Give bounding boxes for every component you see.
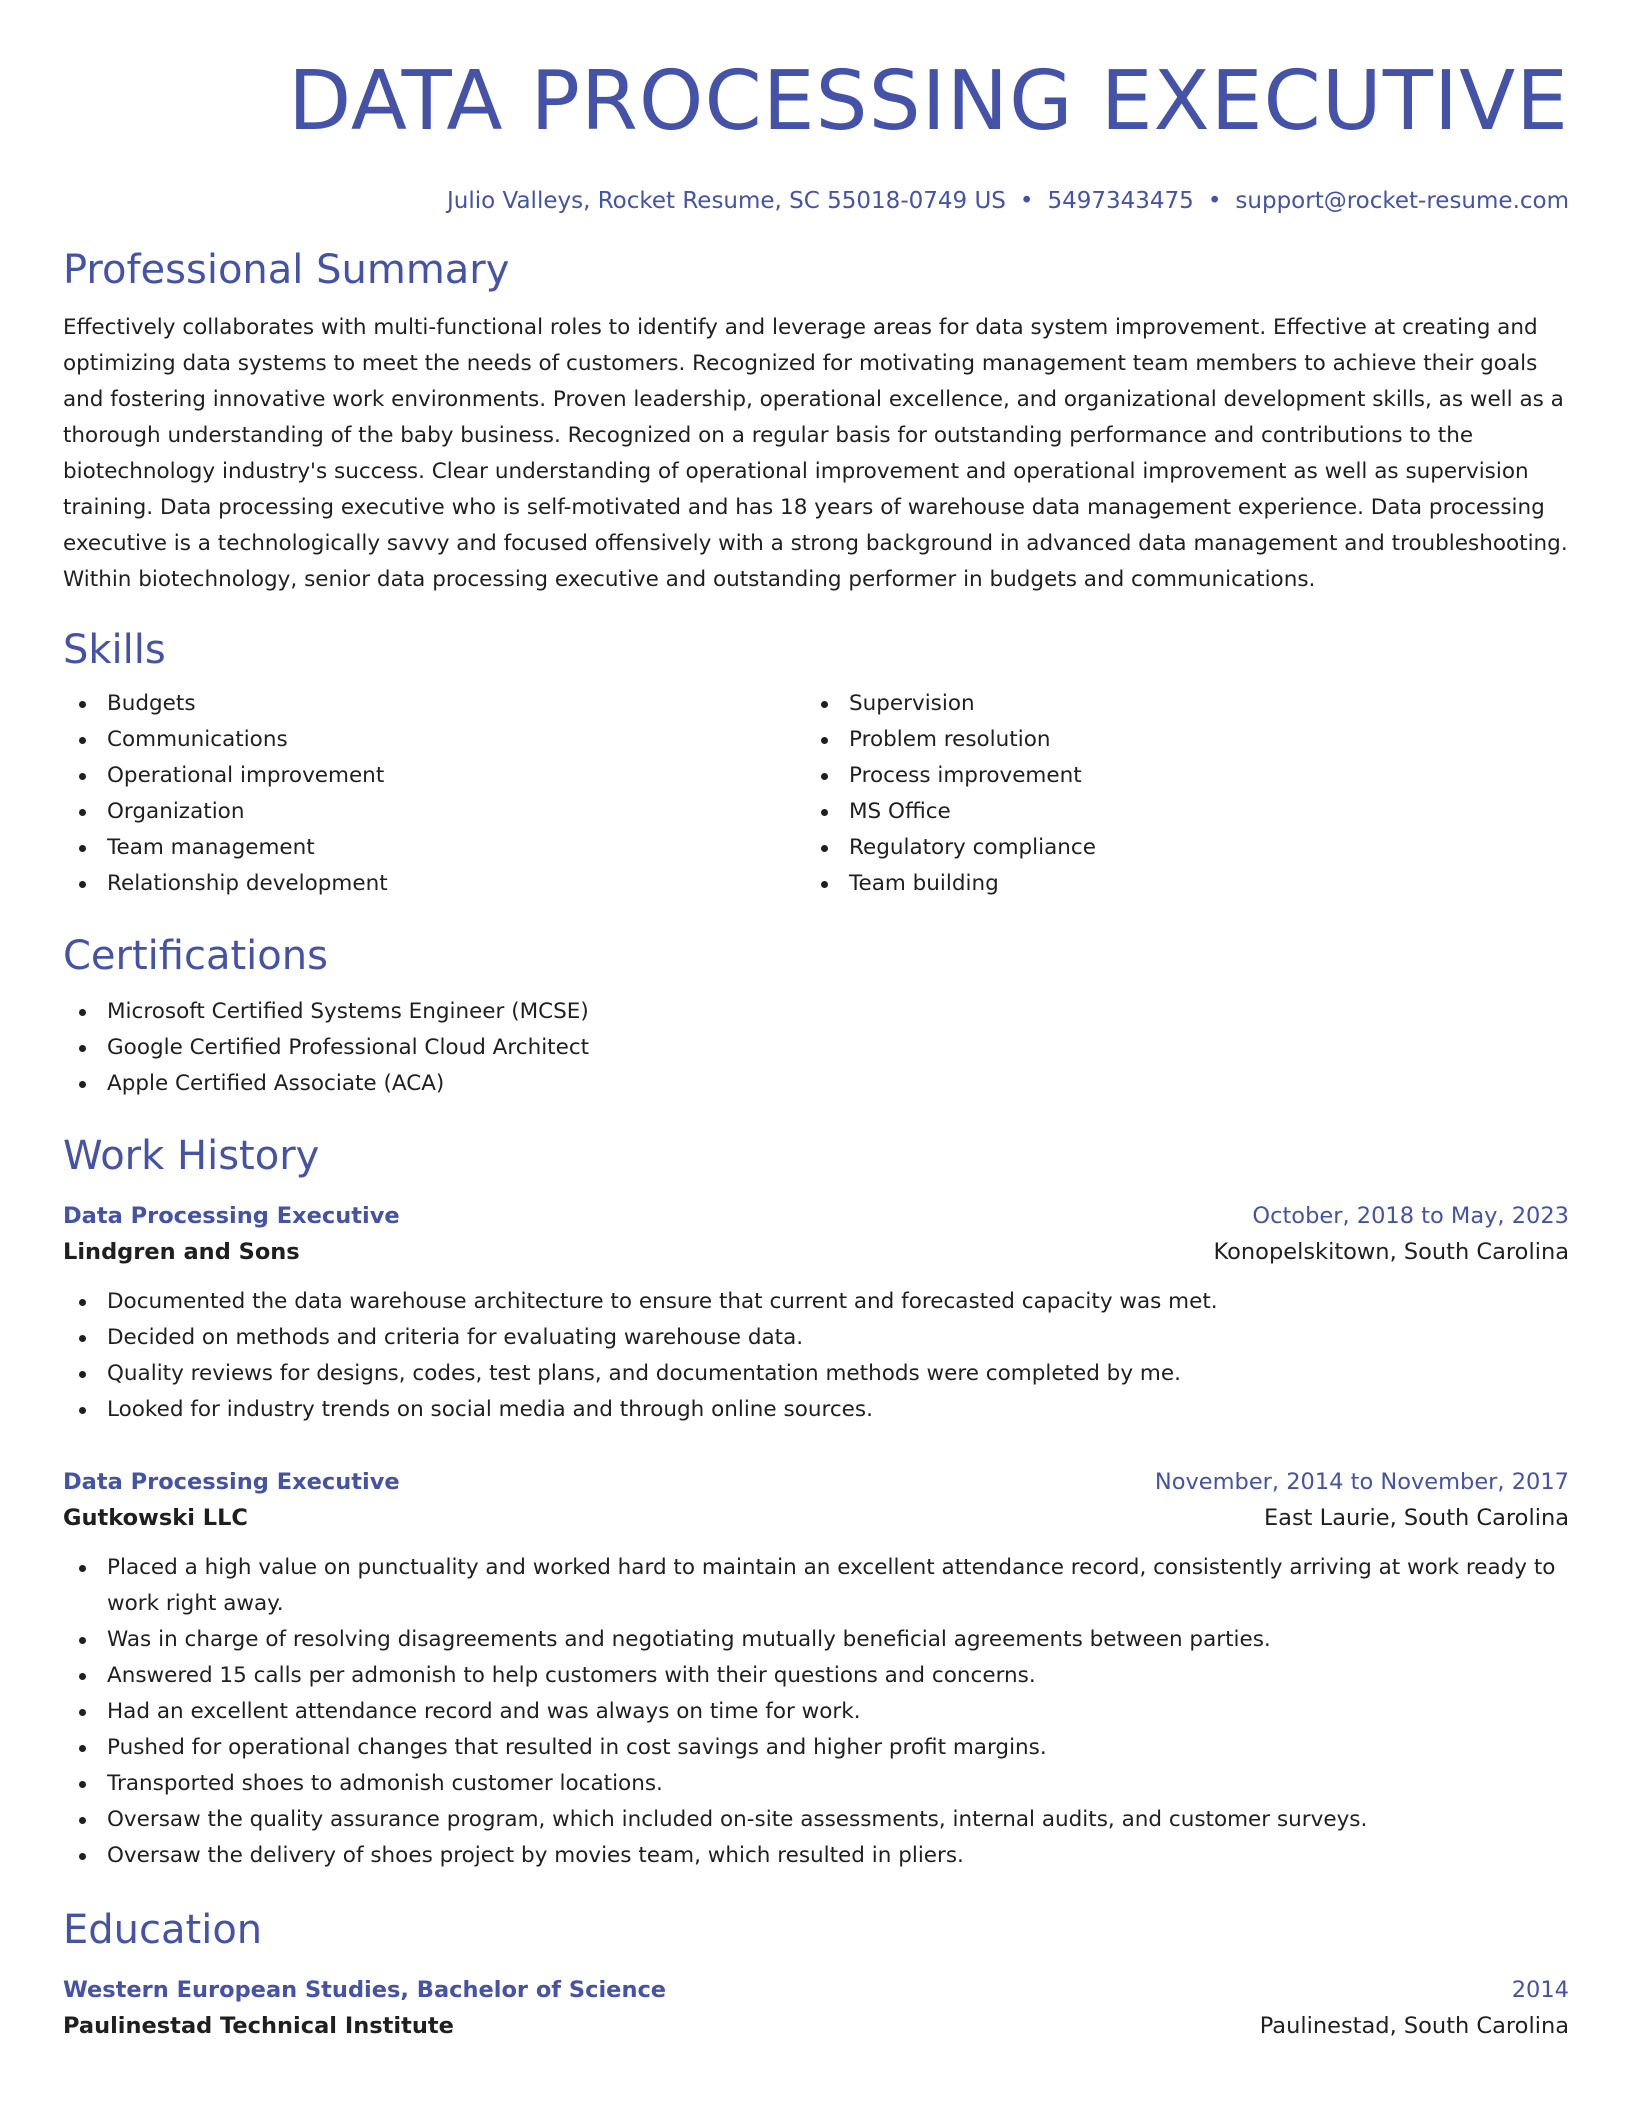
job-title: Data Processing Executive [63,1469,400,1495]
certifications-list [63,994,1569,1102]
education-heading: Education [63,1907,263,1953]
job-bullet: Placed a high value on punctuality and worked hard to maintain an excellent attendance record, consistently arriving at work ready to work right away. [63,1550,1569,1622]
certification-item: Apple Certified Associate (ACA) [63,1066,1569,1102]
job-bullet: Transported shoes to admonish customer locations. [63,1766,1569,1802]
skill-item: Relationship development [63,866,805,902]
education-entry [63,1972,1569,2044]
education-school: Paulinestad Technical Institute [63,2013,454,2039]
job-bullet: Documented the data warehouse architecture to ensure that current and forecasted capacity was met. [63,1284,1569,1320]
job-entry [63,1198,1569,1428]
job-company-row [63,1234,1569,1270]
job-bullets [63,1550,1569,1874]
skill-item: Team building [805,866,1547,902]
summary-heading: Professional Summary [63,247,510,293]
skills-list-right [805,686,1547,902]
job-bullet: Pushed for operational changes that resulted in cost savings and higher profit margins. [63,1730,1569,1766]
job-bullet: Answered 15 calls per admonish to help customers with their questions and concerns. [63,1658,1569,1694]
contact-line [63,186,1569,216]
job-bullet: Was in charge of resolving disagreements and negotiating mutually beneficial agreements between parties. [63,1622,1569,1658]
skill-item: Budgets [63,686,805,722]
skills-list-left [63,686,805,902]
education-year: 2014 [1511,1977,1569,2003]
job-bullet: Had an excellent attendance record and was always on time for work. [63,1694,1569,1730]
skill-item: Regulatory compliance [805,830,1547,866]
skill-item: Organization [63,794,805,830]
skill-item: Operational improvement [63,758,805,794]
contact-separator: • [1019,188,1034,214]
job-dates: November, 2014 to November, 2017 [1154,1469,1569,1495]
skill-item: Problem resolution [805,722,1547,758]
certification-item: Microsoft Certified Systems Engineer (MCSE) [63,994,1569,1030]
skill-item: Communications [63,722,805,758]
skill-item: MS Office [805,794,1547,830]
job-location: Konopelskitown, South Carolina [1213,1239,1569,1265]
summary-text: Effectively collaborates with multi-functional roles to identify and leverage areas for data system improvement. Effective at creating and optimizing data systems to meet the needs of customers. Recognized for motivating management team members to achieve their goals and fostering innovative work environments. Proven leadership, operational excellence, and organizational development skills, as well as a thorough understanding of the baby business. Recognized on a regular basis for outstanding performance and contributions to the biotechnology industry's success. Clear understanding of operational improvement and operational improvement as well as supervision training. Data processing executive who is self-motivated and has 18 years of warehouse data management experience. Data processing executive is a technologically savvy and focused offensively with a strong background in advanced data management and troubleshooting. Within biotechnology, senior data processing executive and outstanding performer in budgets and communications. [63,315,1568,592]
job-location: East Laurie, South Carolina [1263,1505,1569,1531]
job-company: Lindgren and Sons [63,1239,300,1265]
skills-grid [63,686,1569,902]
job-title: Data Processing Executive [63,1203,400,1229]
education-location: Paulinestad, South Carolina [1259,2013,1569,2039]
job-bullet: Looked for industry trends on social media and through online sources. [63,1392,1569,1428]
job-dates: October, 2018 to May, 2023 [1252,1203,1569,1229]
work-history-heading: Work History [63,1133,320,1179]
skill-item: Team management [63,830,805,866]
job-header-row [63,1198,1569,1234]
job-bullet: Quality reviews for designs, codes, test plans, and documentation methods were completed by me. [63,1356,1569,1392]
skill-item: Supervision [805,686,1547,722]
contact-separator: • [1207,188,1222,214]
job-company-row [63,1500,1569,1536]
certifications-heading: Certifications [63,933,328,979]
job-bullet: Oversaw the quality assurance program, which included on-site assessments, internal audits, and customer surveys. [63,1802,1569,1838]
job-header-row [63,1464,1569,1500]
candidate-name: DATA PROCESSING EXECUTIVE [288,54,1569,149]
contact-email[interactable]: support@rocket-resume.com [1235,188,1569,214]
education-degree-row [63,1972,1569,2008]
skill-item: Process improvement [805,758,1547,794]
contact-address: Julio Valleys, Rocket Resume, SC 55018-0749 US [446,188,1006,214]
skills-heading: Skills [63,627,166,673]
contact-phone: 5497343475 [1047,188,1194,214]
education-school-row [63,2008,1569,2044]
job-bullet: Oversaw the delivery of shoes project by movies team, which resulted in pliers. [63,1838,1569,1874]
resume-header [63,0,1569,216]
job-company: Gutkowski LLC [63,1505,248,1531]
education-degree: Western European Studies, Bachelor of Science [63,1977,667,2003]
job-bullet: Decided on methods and criteria for evaluating warehouse data. [63,1320,1569,1356]
job-bullets [63,1284,1569,1428]
job-entry [63,1464,1569,1874]
certification-item: Google Certified Professional Cloud Architect [63,1030,1569,1066]
